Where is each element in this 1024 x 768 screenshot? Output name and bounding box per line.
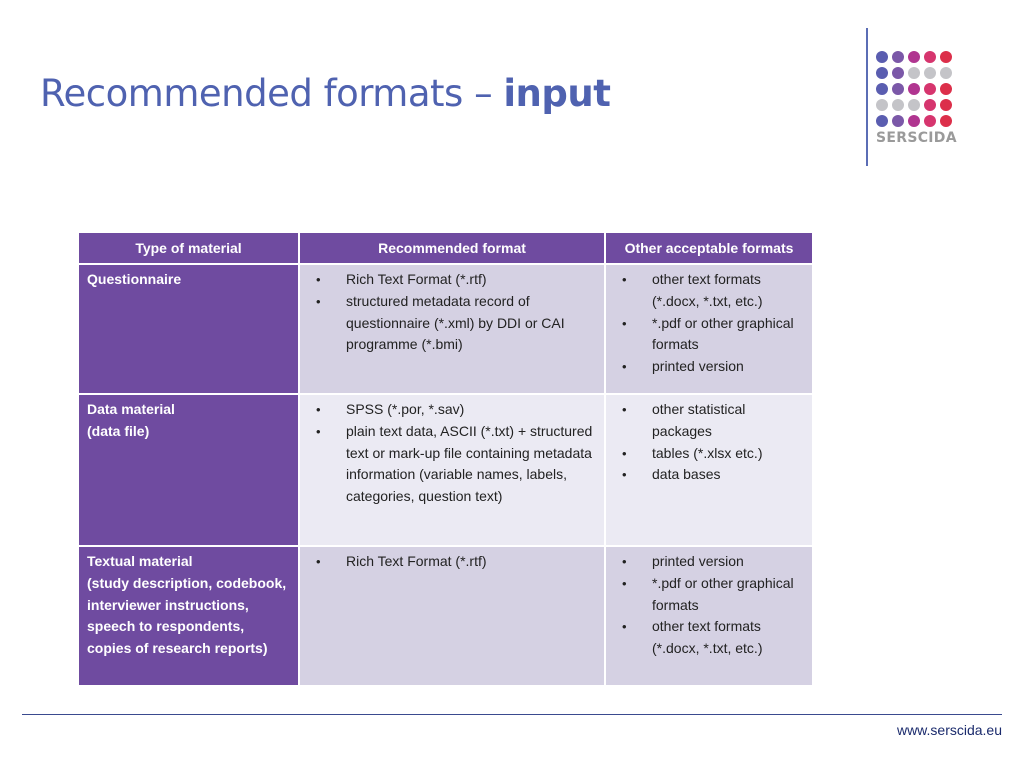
material-type-label: (data file)	[87, 422, 150, 439]
table-row	[78, 394, 813, 546]
header-recommended-format: Recommended format	[299, 232, 605, 264]
logo-dot	[940, 99, 952, 111]
logo-dot	[908, 99, 920, 111]
logo-dot	[924, 115, 936, 127]
material-type-cell	[78, 264, 299, 394]
table-row	[78, 264, 813, 394]
header-type-of-material: Type of material	[78, 232, 299, 264]
format-list	[614, 269, 806, 378]
logo-dot	[892, 67, 904, 79]
recommended-format-cell	[299, 546, 605, 686]
format-list-item: • printed version	[614, 551, 806, 573]
material-type-label: Data material	[87, 401, 175, 417]
material-type-label: Textual material	[87, 553, 193, 569]
logo-dot	[892, 51, 904, 63]
logo-dot	[876, 51, 888, 63]
title-main: Recommended formats –	[40, 72, 504, 115]
logo-dot	[924, 99, 936, 111]
format-list	[308, 551, 598, 573]
format-list-item: • *.pdf or other graphical formats	[614, 573, 806, 617]
format-list-item: • other text formats (*.docx, *.txt, etc.)	[614, 269, 806, 313]
format-list-item: • tables (*.xlsx etc.)	[614, 443, 806, 465]
logo-dot	[892, 99, 904, 111]
logo-dot	[876, 99, 888, 111]
slide-title	[40, 72, 610, 115]
logo-dot	[940, 67, 952, 79]
logo-dot	[940, 115, 952, 127]
logo-dot	[908, 115, 920, 127]
logo-dot	[876, 83, 888, 95]
logo-dot	[908, 83, 920, 95]
footer-website-link[interactable]: www.serscida.eu	[896, 722, 1002, 738]
logo-dot	[892, 83, 904, 95]
format-list-item: • *.pdf or other graphical formats	[614, 313, 806, 357]
format-list	[308, 269, 598, 356]
material-type-cell	[78, 546, 299, 686]
table-body	[78, 264, 813, 686]
logo-dot	[908, 67, 920, 79]
other-formats-cell	[605, 264, 813, 394]
format-list-item: • data bases	[614, 464, 806, 486]
format-list-item: • plain text data, ASCII (*.txt) + structured text or mark-up file containing metadata information (variable names, labels, categories, question text)	[308, 421, 598, 508]
logo-dot	[924, 67, 936, 79]
format-list-item: • other statistical packages	[614, 399, 806, 443]
format-list-item: • Rich Text Format (*.rtf)	[308, 269, 598, 291]
recommended-format-cell	[299, 394, 605, 546]
logo-dot	[908, 51, 920, 63]
format-list-item: • SPSS (*.por, *.sav)	[308, 399, 598, 421]
logo-dot	[940, 51, 952, 63]
material-type-cell	[78, 394, 299, 546]
format-list-item: • structured metadata record of questionnaire (*.xml) by DDI or CAI programme (*.bmi)	[308, 291, 598, 356]
formats-table	[77, 231, 814, 687]
format-list-item: • Rich Text Format (*.rtf)	[308, 551, 598, 573]
logo-dot	[924, 83, 936, 95]
material-type-label: Questionnaire	[87, 271, 182, 287]
other-formats-cell	[605, 394, 813, 546]
format-list-item: • printed version	[614, 356, 806, 378]
recommended-format-cell	[299, 264, 605, 394]
format-list	[308, 399, 598, 508]
logo-dot	[876, 115, 888, 127]
table-row	[78, 546, 813, 686]
other-formats-cell	[605, 546, 813, 686]
table-header-row	[78, 232, 813, 264]
logo-dot	[924, 51, 936, 63]
format-list-item: • other text formats (*.docx, *.txt, etc.)	[614, 616, 806, 660]
logo-dot	[876, 67, 888, 79]
material-type-label: (study description, codebook, interviewer instructions, speech to respondents, copies of research reports)	[87, 574, 287, 657]
format-list	[614, 399, 806, 486]
logo-dot	[940, 83, 952, 95]
format-list	[614, 551, 806, 660]
footer-divider	[22, 714, 1002, 715]
serscida-logo-text: SERSCIDA	[876, 130, 957, 146]
header-other-acceptable-formats: Other acceptable formats	[605, 232, 813, 264]
logo-divider	[866, 28, 868, 166]
title-emphasis: input	[503, 72, 611, 115]
logo-dot	[892, 115, 904, 127]
